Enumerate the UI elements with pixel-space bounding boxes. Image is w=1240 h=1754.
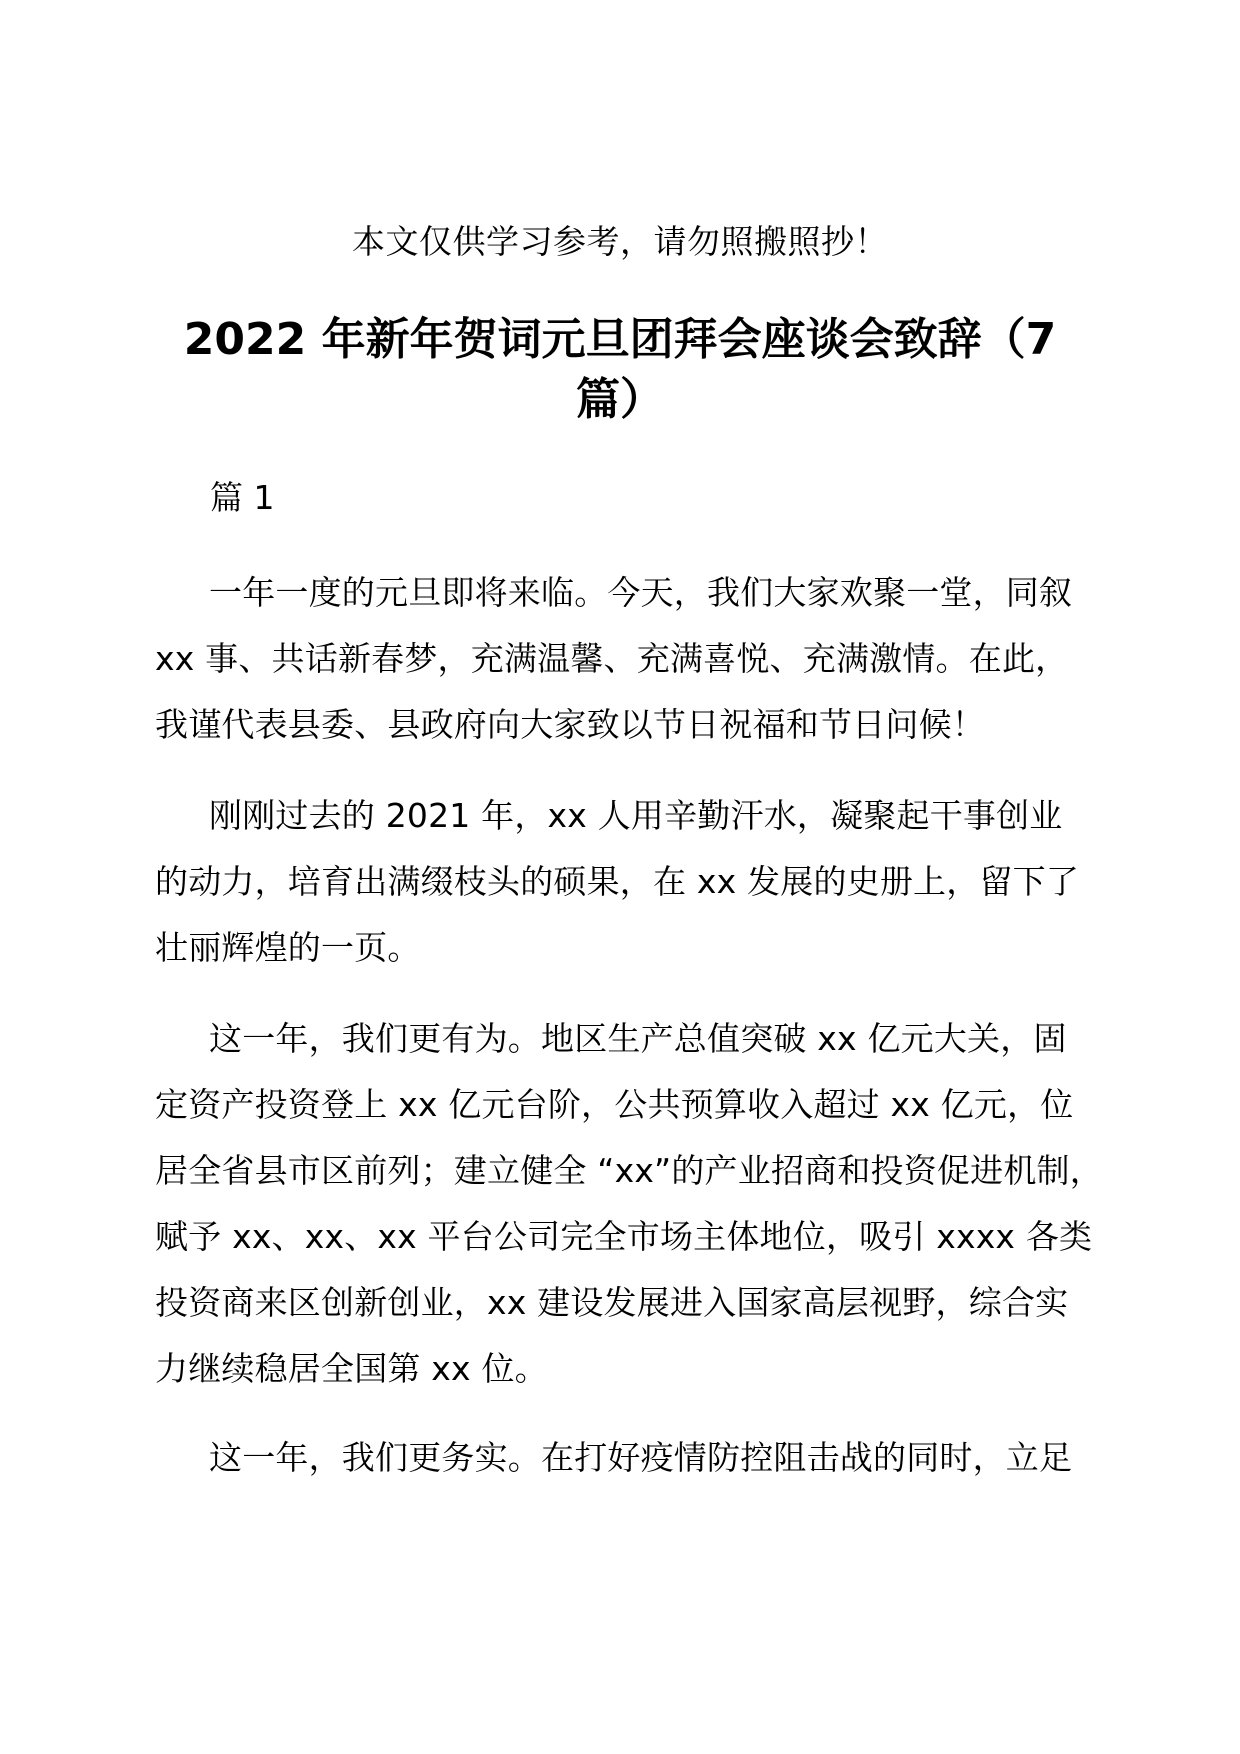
paragraph-line: 居全省县市区前列；建立健全 “xx”的产业招商和投资促进机制， [155,1151,1103,1190]
paragraph-line: 这一年，我们更有为。地区生产总值突破 xx 亿元大关，固 [209,1019,1067,1058]
paragraph-line: 定资产投资登上 xx 亿元台阶，公共预算收入超过 xx 亿元，位 [155,1085,1074,1124]
paragraph-line: 壮丽辉煌的一页。 [155,928,421,967]
paragraph-line: 投资商来区创新创业，xx 建设发展进入国家高层视野，综合实 [155,1283,1069,1322]
paragraph-line: xx 事、共话新春梦，充满温馨、充满喜悦、充满激情。在此， [155,639,1069,678]
section-label: 篇 1 [210,478,275,517]
paragraph [155,783,1095,981]
paragraph-line: 这一年，我们更务实。在打好疫情防控阻击战的同时，立足 [209,1438,1073,1477]
paragraph-line: 赋予 xx、xx、xx 平台公司完全市场主体地位，吸引 xxxx 各类 [155,1217,1093,1256]
paragraph-line: 一年一度的元旦即将来临。今天，我们大家欢聚一堂，同叙 [209,573,1073,612]
paragraph [155,1006,1103,1402]
paragraph [155,1425,1095,1491]
paragraph-line: 我谨代表县委、县政府向大家致以节日祝福和节日问候！ [155,705,985,744]
paragraph-line: 的动力，培育出满缀枝头的硕果，在 xx 发展的史册上，留下了 [155,862,1080,901]
paragraph [155,560,1095,758]
document-title: 2022 年新年贺词元旦团拜会座谈会致辞（7 篇） [183,314,1057,425]
paragraph-line: 力继续稳居全国第 xx 位。 [155,1349,548,1388]
disclaimer-text: 本文仅供学习参考，请勿照搬照抄！ [352,222,888,261]
paragraph-line: 刚刚过去的 2021 年，xx 人用辛勤汗水，凝聚起干事创业 [209,796,1063,835]
